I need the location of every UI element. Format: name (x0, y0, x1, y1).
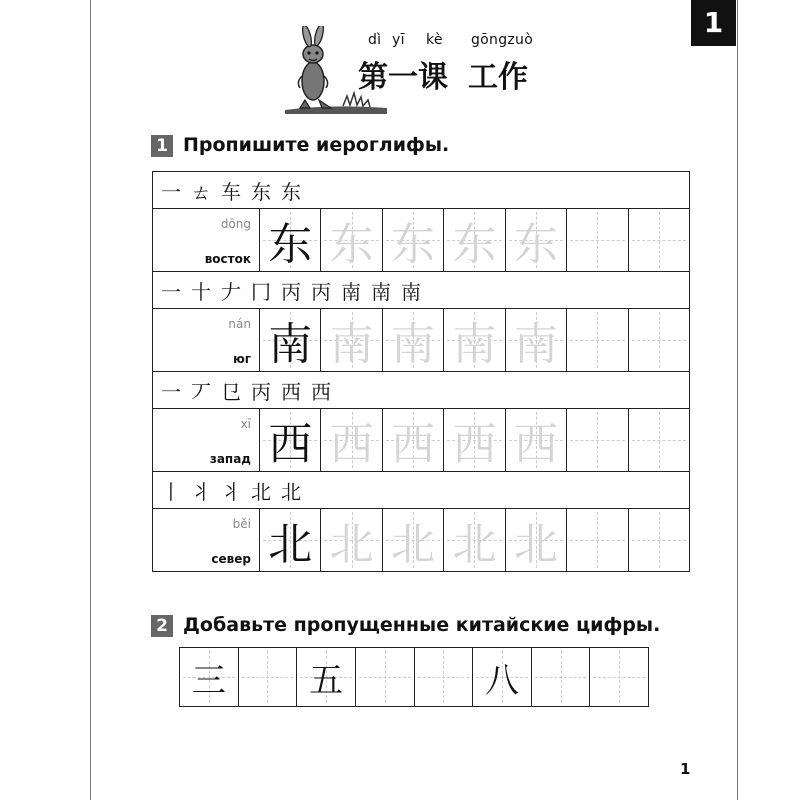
model-character-cell: 东 (260, 209, 321, 271)
character-label (153, 309, 260, 371)
character-row (153, 309, 689, 372)
section-2-number: 2 (151, 615, 173, 637)
trace-cell[interactable]: 西 (321, 409, 382, 471)
pinyin-di: dì (368, 32, 382, 48)
character-meaning: запад (209, 452, 251, 466)
trace-cell[interactable]: 东 (444, 209, 505, 271)
stroke-step: 冂 (251, 279, 271, 304)
trace-cell[interactable]: 南 (506, 309, 567, 371)
stroke-order-row (153, 472, 689, 509)
trace-cell[interactable]: 东 (506, 209, 567, 271)
number-fill-grid (179, 647, 649, 707)
stroke-step: 南 (371, 279, 391, 304)
model-character-cell: 西 (260, 409, 321, 471)
character-pinyin: dōng (220, 217, 251, 231)
character-pinyin: nán (228, 317, 251, 331)
trace-cell[interactable]: 西 (506, 409, 567, 471)
model-character-cell: 北 (260, 509, 321, 571)
number-box[interactable]: 三 (180, 648, 239, 706)
character-pinyin: běi (232, 517, 251, 531)
number-box[interactable] (415, 648, 474, 706)
stroke-step: 东 (281, 179, 301, 204)
character-row (153, 509, 689, 571)
trace-cell[interactable]: 西 (444, 409, 505, 471)
pinyin-ke: kè (426, 32, 443, 48)
stroke-step: 丆 (191, 379, 211, 404)
stroke-step: 车 (221, 179, 241, 204)
empty-practice-cell[interactable] (629, 509, 689, 571)
stroke-step: 丬 (191, 479, 211, 504)
trace-cell[interactable]: 北 (383, 509, 444, 571)
stroke-step: 一 (161, 279, 181, 304)
number-box[interactable] (356, 648, 415, 706)
trace-cell[interactable]: 北 (506, 509, 567, 571)
stroke-step: 一 (161, 179, 181, 204)
trace-cell[interactable]: 北 (444, 509, 505, 571)
character-label (153, 209, 260, 271)
stroke-order-row (153, 272, 689, 309)
character-meaning: север (211, 552, 251, 566)
character-meaning: восток (204, 252, 251, 266)
stroke-step: 西 (311, 379, 331, 404)
number-box[interactable] (590, 648, 648, 706)
character-row (153, 409, 689, 472)
empty-practice-cell[interactable] (629, 409, 689, 471)
stroke-step: 𠂇 (221, 279, 241, 304)
pinyin-yi: yī (392, 32, 405, 48)
number-box[interactable] (239, 648, 298, 706)
page-number: 1 (680, 760, 691, 778)
trace-cell[interactable]: 西 (383, 409, 444, 471)
character-label (153, 409, 260, 471)
character-pinyin: xī (240, 417, 251, 431)
empty-practice-cell[interactable] (567, 509, 628, 571)
trace-cell[interactable]: 北 (321, 509, 382, 571)
stroke-step: 丙 (281, 279, 301, 304)
stroke-step: 㔾 (221, 379, 241, 404)
lesson-title: 第一课 (358, 60, 448, 95)
page-badge: 1 (691, 0, 736, 46)
topic-title: 工作 (468, 60, 528, 95)
number-box[interactable]: 五 (297, 648, 356, 706)
character-practice-grid (152, 171, 690, 572)
stroke-order-row (153, 372, 689, 409)
model-character-cell: 南 (260, 309, 321, 371)
section-2-title: Добавьте пропущенные китайские цифры. (183, 614, 661, 636)
pinyin-gongzuo: gōngzuò (471, 32, 534, 48)
stroke-step: ㄊ (191, 179, 211, 204)
stroke-step: 北 (251, 479, 271, 504)
empty-practice-cell[interactable] (629, 309, 689, 371)
stroke-step: 南 (341, 279, 361, 304)
stroke-order-row (153, 172, 689, 209)
stroke-step: 一 (161, 379, 181, 404)
stroke-step: 南 (401, 279, 421, 304)
trace-cell[interactable]: 东 (383, 209, 444, 271)
empty-practice-cell[interactable] (567, 309, 628, 371)
number-box[interactable] (532, 648, 591, 706)
number-box[interactable]: 八 (473, 648, 532, 706)
stroke-step: 丙 (311, 279, 331, 304)
stroke-step: 西 (281, 379, 301, 404)
section-1-title: Пропишите иероглифы. (183, 134, 450, 156)
section-1-number: 1 (151, 135, 173, 157)
character-row (153, 209, 689, 272)
trace-cell[interactable]: 南 (321, 309, 382, 371)
empty-practice-cell[interactable] (629, 209, 689, 271)
character-label (153, 509, 260, 571)
trace-cell[interactable]: 南 (383, 309, 444, 371)
stroke-step: 十 (191, 279, 211, 304)
stroke-step: 丬 (221, 479, 241, 504)
empty-practice-cell[interactable] (567, 409, 628, 471)
trace-cell[interactable]: 东 (321, 209, 382, 271)
stroke-step: 丨 (161, 479, 181, 504)
trace-cell[interactable]: 南 (444, 309, 505, 371)
stroke-step: 丙 (251, 379, 271, 404)
empty-practice-cell[interactable] (567, 209, 628, 271)
stroke-step: 东 (251, 179, 271, 204)
stroke-step: 北 (281, 479, 301, 504)
character-meaning: юг (233, 352, 251, 366)
